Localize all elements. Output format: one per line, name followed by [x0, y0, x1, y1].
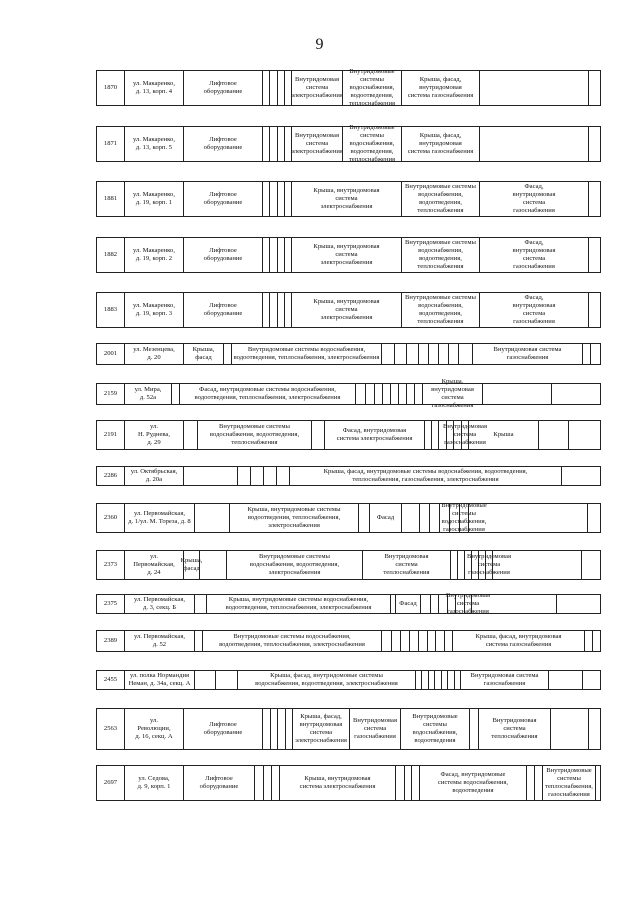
empty-cell [262, 71, 269, 105]
empty-cell [401, 504, 419, 532]
empty-cell [194, 631, 202, 651]
table-row [96, 377, 601, 410]
work-cell: Внутридомовая система газоснабжения [485, 551, 492, 579]
empty-cell [276, 467, 289, 485]
empty-cell [250, 467, 263, 485]
address-cell: ул. Первомайская, д. 1/ул. М. Тореза, д. 8 [124, 504, 194, 532]
empty-cell [418, 344, 428, 364]
empty-cell [381, 631, 391, 651]
work-cell: Крыша, внутридомовые системы водоснабжения, водоотведения, теплоснабжения, электроснабжения [206, 595, 390, 613]
row-number: 2375 [103, 599, 118, 607]
empty-cell [406, 384, 414, 404]
empty-cell [418, 631, 427, 651]
work-cell: Внутридомовые системы водоснабжения, водоотведения [400, 709, 469, 749]
row-number: 1882 [103, 250, 118, 258]
work-cell: Крыша [468, 421, 538, 449]
work-cell: Внутридомовая система теплоснабжения [478, 709, 550, 749]
table-row [96, 630, 601, 652]
empty-cell [269, 238, 277, 272]
empty-cell [355, 384, 365, 404]
empty-cell [199, 551, 226, 579]
table-row [96, 343, 601, 365]
empty-cell [414, 384, 422, 404]
table-row [96, 237, 601, 273]
table-row [96, 670, 601, 690]
work-cell: Фасад, внутридомовая система электроснабжения [324, 421, 424, 449]
empty-cell [183, 467, 237, 485]
table-row [96, 420, 601, 450]
work-cell: Крыша, внутридомовая система электроснабжения [291, 182, 401, 216]
work-cell: Лифтовое оборудование [183, 71, 262, 105]
empty-cell [215, 671, 237, 689]
empty-cell [428, 344, 438, 364]
empty-cell [482, 384, 551, 404]
empty-cell [550, 709, 588, 749]
empty-cell [262, 127, 269, 161]
address-cell: ул. Макаренко, д. 19, корп. 3 [124, 293, 183, 327]
empty-cell [284, 127, 291, 161]
empty-cell [548, 671, 582, 689]
work-cell: Лифтовое оборудование [183, 238, 262, 272]
empty-cell [561, 467, 602, 485]
work-cell: Внутридомовые системы водоснабжения, газоснабжения [441, 501, 487, 534]
work-cell: Крыша, внутридомовая система газоснабжения [422, 384, 482, 404]
empty-cell [254, 766, 263, 800]
work-cell: Крыша, фасад, внутридомовые системы водоснабжения, водоотведения, электроснабжения [237, 671, 415, 689]
empty-cell [394, 344, 406, 364]
empty-cell [588, 709, 602, 749]
work-cell: Лифтовое оборудование [183, 182, 262, 216]
empty-cell [590, 344, 602, 364]
row-number: 2360 [103, 513, 118, 521]
work-cell: Крыша, фасад, внутридомовая система газоснабжения [401, 127, 479, 161]
empty-cell [237, 467, 250, 485]
empty-cell [381, 344, 394, 364]
row-number: 2455 [103, 675, 118, 683]
work-cell: Фасад, внутридомовые системы водоснабжения, водоотведения, теплоснабжения, электроснабжения [179, 384, 355, 404]
empty-cell [411, 766, 419, 800]
empty-cell [285, 709, 292, 749]
address-cell: ул. Макаренко, д. 19, корп. 1 [124, 182, 183, 216]
row-number: 2191 [103, 430, 118, 438]
empty-cell [469, 709, 478, 749]
empty-cell [277, 293, 284, 327]
work-cell: Крыша, внутридомовая система электроснабжения [291, 293, 401, 327]
empty-cell [171, 384, 179, 404]
empty-cell [588, 71, 602, 105]
work-cell: Внутридомовые системы водоснабжения, водоотведения, теплоснабжения [342, 127, 401, 161]
work-cell: Внутридомовые системы водоснабжения, водоотведения, теплоснабжения [342, 71, 401, 105]
work-cell: Внутридомовая система газоснабжения [349, 709, 400, 749]
empty-cell [400, 631, 409, 651]
row-number: 2159 [103, 389, 118, 397]
empty-cell [588, 127, 602, 161]
address-cell: ул. Макаренко, д. 13, корп. 5 [124, 127, 183, 161]
table-row [96, 708, 601, 750]
work-cell: Фасад, внутридомовые системы водоснабжения, водоотведения [419, 766, 526, 800]
work-cell: Внутридомовая система газоснабжения [446, 591, 490, 616]
work-cell: Крыша, внутридомовые системы водоотведения, теплоснабжения, электроснабжения [229, 504, 358, 532]
empty-cell [269, 71, 277, 105]
work-cell: Внутридомовая система газоснабжения [472, 344, 582, 364]
empty-cell [391, 631, 400, 651]
empty-cell [450, 551, 457, 579]
empty-cell [409, 631, 418, 651]
empty-cell [284, 182, 291, 216]
empty-cell [438, 344, 448, 364]
work-cell: Крыша, фасад, внутридомовые системы водоснабжения, водоотведения, теплоснабжения, газоснабжения, электроснабжения [289, 467, 561, 485]
empty-cell [194, 671, 215, 689]
table-row [96, 292, 601, 328]
address-cell: ул. Седова, д. 9, корп. 1 [124, 766, 183, 800]
empty-cell [538, 421, 568, 449]
empty-cell [404, 766, 411, 800]
empty-cell [277, 238, 284, 272]
empty-cell [434, 671, 441, 689]
empty-cell [534, 766, 542, 800]
empty-cell [581, 551, 591, 579]
empty-cell [277, 709, 285, 749]
address-cell: ул. Мезенцева, д. 20 [124, 344, 183, 364]
work-cell: Лифтовое оборудование [183, 293, 262, 327]
table-row [96, 67, 601, 108]
work-cell: Внутридомовые системы водоснабжения, водоотведения, теплоснабжения, электроснабжения [202, 631, 381, 651]
empty-cell [492, 551, 581, 579]
empty-cell [588, 182, 602, 216]
work-cell: Внутридомовые системы водоснабжения, водоотведения, теплоснабжения [197, 421, 311, 449]
work-cell: Крыша, фасад, внутридомовая система электроснабжения [292, 709, 349, 749]
work-cell: Лифтовое оборудование [183, 709, 262, 749]
row-number: 1870 [103, 83, 118, 91]
work-cell: Крыша, фасад, внутридомовая система газоснабжения [401, 71, 479, 105]
empty-cell [277, 127, 284, 161]
empty-cell [374, 384, 382, 404]
empty-cell [588, 238, 602, 272]
empty-cell [447, 671, 454, 689]
empty-cell [277, 71, 284, 105]
empty-cell [424, 421, 431, 449]
work-cell: Внутридомовые системы водоснабжения, водоотведения, теплоснабжения, электроснабжения [231, 344, 381, 364]
empty-cell [284, 71, 291, 105]
empty-cell [284, 293, 291, 327]
empty-cell [398, 384, 406, 404]
empty-cell [406, 344, 418, 364]
table-row [96, 123, 601, 164]
empty-cell [420, 595, 430, 613]
work-cell: Крыша, фасад, внутридомовая система газоснабжения [452, 631, 584, 651]
table-row [96, 765, 601, 801]
work-cell: Внутридомовые системы теплоснабжения, газоснабжения [542, 766, 595, 800]
work-cell: Внутридомовые системы водоснабжения, водоотведения, теплоснабжения [401, 293, 479, 327]
work-cell: Внутридомовая система теплоснабжения [362, 551, 450, 579]
empty-cell [526, 766, 534, 800]
empty-cell [458, 344, 472, 364]
empty-cell [427, 631, 435, 651]
address-cell: ул. Революции, д. 16, секц. А [124, 709, 183, 749]
address-cell: ул. полка Нормандия Неман, д. 34а, секц. А [124, 671, 194, 689]
work-cell: Крыша, фасад [183, 344, 223, 364]
work-cell: Внутридомовая система газоснабжения [461, 421, 468, 449]
empty-cell [194, 504, 229, 532]
empty-cell [582, 671, 602, 689]
address-cell: ул. Октябрьская, д. 20а [124, 467, 183, 485]
row-number: 2697 [103, 778, 118, 786]
empty-cell [419, 504, 429, 532]
empty-cell [262, 182, 269, 216]
empty-cell [431, 421, 438, 449]
empty-cell [284, 238, 291, 272]
work-cell: Крыша, внутридомовая система электроснабжения [291, 238, 401, 272]
work-cell: Внутридомовая система газоснабжения [460, 671, 548, 689]
empty-cell [568, 421, 584, 449]
empty-cell [365, 384, 374, 404]
empty-cell [382, 384, 390, 404]
empty-cell [448, 344, 458, 364]
empty-cell [183, 421, 197, 449]
empty-cell [269, 127, 277, 161]
empty-cell [471, 595, 556, 613]
empty-cell [263, 467, 276, 485]
empty-cell [262, 238, 269, 272]
table-row [96, 550, 601, 580]
table-row [96, 181, 601, 217]
row-number: 2286 [103, 471, 118, 479]
empty-cell [468, 504, 587, 532]
address-cell: ул. Макаренко, д. 19, корп. 2 [124, 238, 183, 272]
empty-cell [595, 766, 602, 800]
row-number: 1883 [103, 305, 118, 313]
row-number: 2563 [103, 724, 118, 732]
empty-cell [263, 766, 271, 800]
table-row [96, 591, 601, 616]
address-cell: ул. Первомайская, д. 24 [124, 551, 183, 579]
table-row [96, 466, 601, 486]
row-number: 2389 [103, 636, 118, 644]
empty-cell [587, 504, 595, 532]
row-number: 2001 [103, 349, 118, 357]
work-cell: Фасад [395, 595, 420, 613]
empty-cell [271, 766, 279, 800]
empty-cell [358, 504, 369, 532]
address-cell: ул. Н. Руднева, д. 29 [124, 421, 183, 449]
work-cell: Внутридомовые системы водоснабжения, водоотведения, теплоснабжения [401, 182, 479, 216]
table-row [96, 503, 601, 533]
empty-cell [429, 504, 439, 532]
row-number: 1871 [103, 139, 118, 147]
work-cell: Внутридомовые системы водоснабжения, водоотведения, электроснабжения [226, 551, 362, 579]
row-number: 1881 [103, 194, 118, 202]
empty-cell [444, 631, 452, 651]
empty-cell [435, 631, 444, 651]
address-cell: ул. Макаренко, д. 13, корп. 4 [124, 71, 183, 105]
address-cell: ул. Первомайская, д. 3, секц. Б [124, 595, 194, 613]
address-cell: ул. Мира, д. 52а [124, 384, 171, 404]
empty-cell [390, 384, 398, 404]
work-cell: Внутридомовая система электроснабжения [291, 127, 342, 161]
empty-cell [430, 595, 438, 613]
empty-cell [592, 631, 602, 651]
empty-cell [223, 344, 231, 364]
empty-cell [479, 71, 588, 105]
empty-cell [194, 595, 206, 613]
empty-cell [262, 709, 270, 749]
empty-cell [277, 182, 284, 216]
empty-cell [395, 766, 404, 800]
empty-cell [421, 671, 428, 689]
work-cell: Лифтовое оборудование [183, 766, 254, 800]
empty-cell [262, 293, 269, 327]
work-cell: Фасад, внутридомовая система газоснабжения [479, 293, 588, 327]
empty-cell [311, 421, 324, 449]
empty-cell [551, 384, 578, 404]
page-number: 9 [315, 36, 324, 53]
work-cell: Фасад [369, 504, 401, 532]
empty-cell [584, 631, 592, 651]
work-cell: Внутридомовые системы водоснабжения, водоотведения, теплоснабжения [401, 238, 479, 272]
empty-cell [556, 595, 584, 613]
address-cell: ул. Первомайская, д. 52 [124, 631, 194, 651]
empty-cell [588, 293, 602, 327]
work-cell: Крыша, фасад [183, 551, 199, 579]
work-cell: Фасад, внутридомовая система газоснабжения [479, 182, 588, 216]
work-cell: Внутридомовая система электроснабжения [291, 71, 342, 105]
empty-cell [270, 709, 277, 749]
empty-cell [457, 551, 464, 579]
row-number: 2373 [103, 560, 118, 568]
empty-cell [479, 127, 588, 161]
work-cell: Лифтовое оборудование [183, 127, 262, 161]
empty-cell [269, 182, 277, 216]
work-cell: Фасад, внутридомовая система газоснабжения [479, 238, 588, 272]
empty-cell [269, 293, 277, 327]
empty-cell [582, 344, 590, 364]
work-cell: Крыша, внутридомовая система электроснабжения [279, 766, 395, 800]
